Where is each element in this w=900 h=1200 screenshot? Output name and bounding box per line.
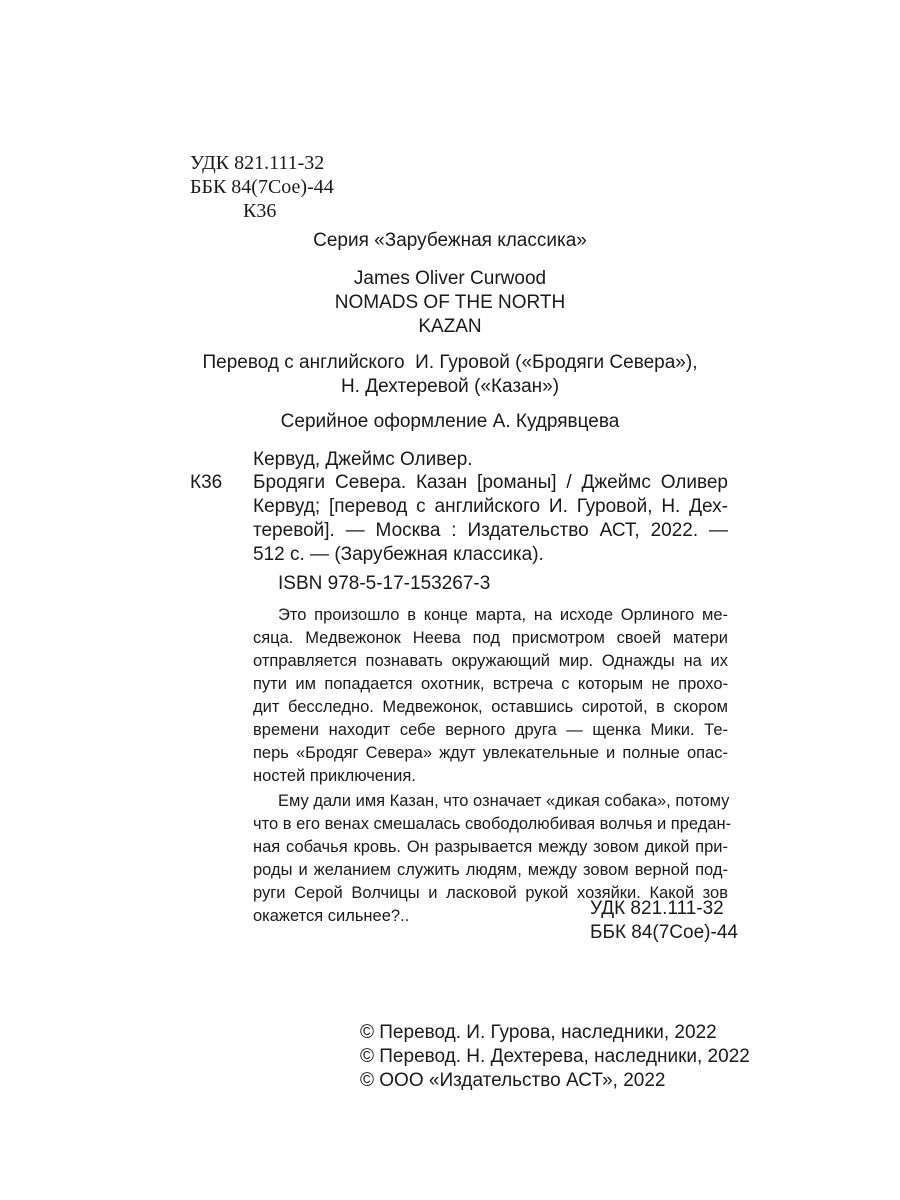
annotation-line: перь «Бродяг Севера» ждут увлекательные и полные опас- — [253, 744, 728, 762]
original-title-2: KAZAN — [418, 316, 482, 337]
annotation-line: ностей приключения. — [253, 767, 416, 785]
annotation-line: окажется сильнее?.. — [253, 907, 410, 925]
annotation-line: роды и желанием служить людям, между зовом верной под- — [253, 861, 728, 879]
cover-design-credit: Серийное оформление А. Кудрявцева — [280, 411, 620, 432]
original-title-1: NOMADS OF THE NORTH — [334, 292, 566, 313]
bibliographic-author: Кервуд, Джеймс Оливер. — [253, 449, 473, 470]
translation-credit-2: Н. Дехтеревой («Казан») — [340, 376, 560, 397]
annotation-line: что в его венах смешалась свободолюбивая волчья и предан- — [253, 815, 732, 833]
udk-code-bottom: УДК 821.111-32 — [590, 898, 724, 919]
bbk-code: ББК 84(7Сое)-44 — [190, 176, 334, 198]
udk-code: УДК 821.111-32 — [190, 152, 325, 174]
copyright-line: © ООО «Издательство АСТ», 2022 — [360, 1070, 666, 1091]
annotation-line: Это произошло в конце марта, на исходе Орлиного ме- — [278, 606, 728, 624]
annotation-line: отправляется познавать окружающий мир. Однажды на их — [253, 652, 728, 670]
annotation-line: ная собачья кровь. Он разрывается между зовом дикой при- — [253, 838, 728, 856]
isbn: ISBN 978-5-17-153267-3 — [278, 573, 491, 594]
copyright-line: © Перевод. И. Гурова, наследники, 2022 — [360, 1022, 717, 1043]
original-author: James Oliver Curwood — [353, 268, 547, 289]
annotation-line: пути им попадается охотник, встреча с которым не прохо- — [253, 675, 728, 693]
bibliographic-sign: К36 — [190, 472, 223, 493]
bibliographic-line: 512 с. — (Зарубежная классика). — [253, 544, 544, 565]
bibliographic-line: Бродяги Севера. Казан [романы] / Джеймс Оливер — [253, 472, 728, 493]
translation-credit-1: Перевод с английского И. Гуровой («Бродяги Севера»), — [202, 352, 698, 373]
author-sign: К36 — [243, 200, 277, 222]
annotation-line: времени находит себе верного друга — щенка Мики. Те- — [253, 721, 728, 739]
bbk-code-bottom: ББК 84(7Сое)-44 — [590, 922, 738, 943]
series-title: Серия «Зарубежная классика» — [313, 230, 587, 251]
copyright-line: © Перевод. Н. Дехтерева, наследники, 2022 — [360, 1046, 750, 1067]
bibliographic-line: теревой]. — Москва : Издательство АСТ, 2022. — — [253, 520, 728, 541]
annotation-line: дит бесследно. Медвежонок, оставшись сиротой, в скором — [253, 698, 728, 716]
annotation-line: Ему дали имя Казан, что означает «дикая собака», потому — [278, 792, 730, 810]
annotation-line: сяца. Медвежонок Неева под присмотром своей матери — [253, 629, 728, 647]
annotation-line: руги Серой Волчицы и ласковой рукой хозяйки. Какой зов — [253, 884, 728, 902]
bibliographic-line: Кервуд; [перевод с английского И. Гуровой, Н. Дех- — [253, 496, 728, 517]
